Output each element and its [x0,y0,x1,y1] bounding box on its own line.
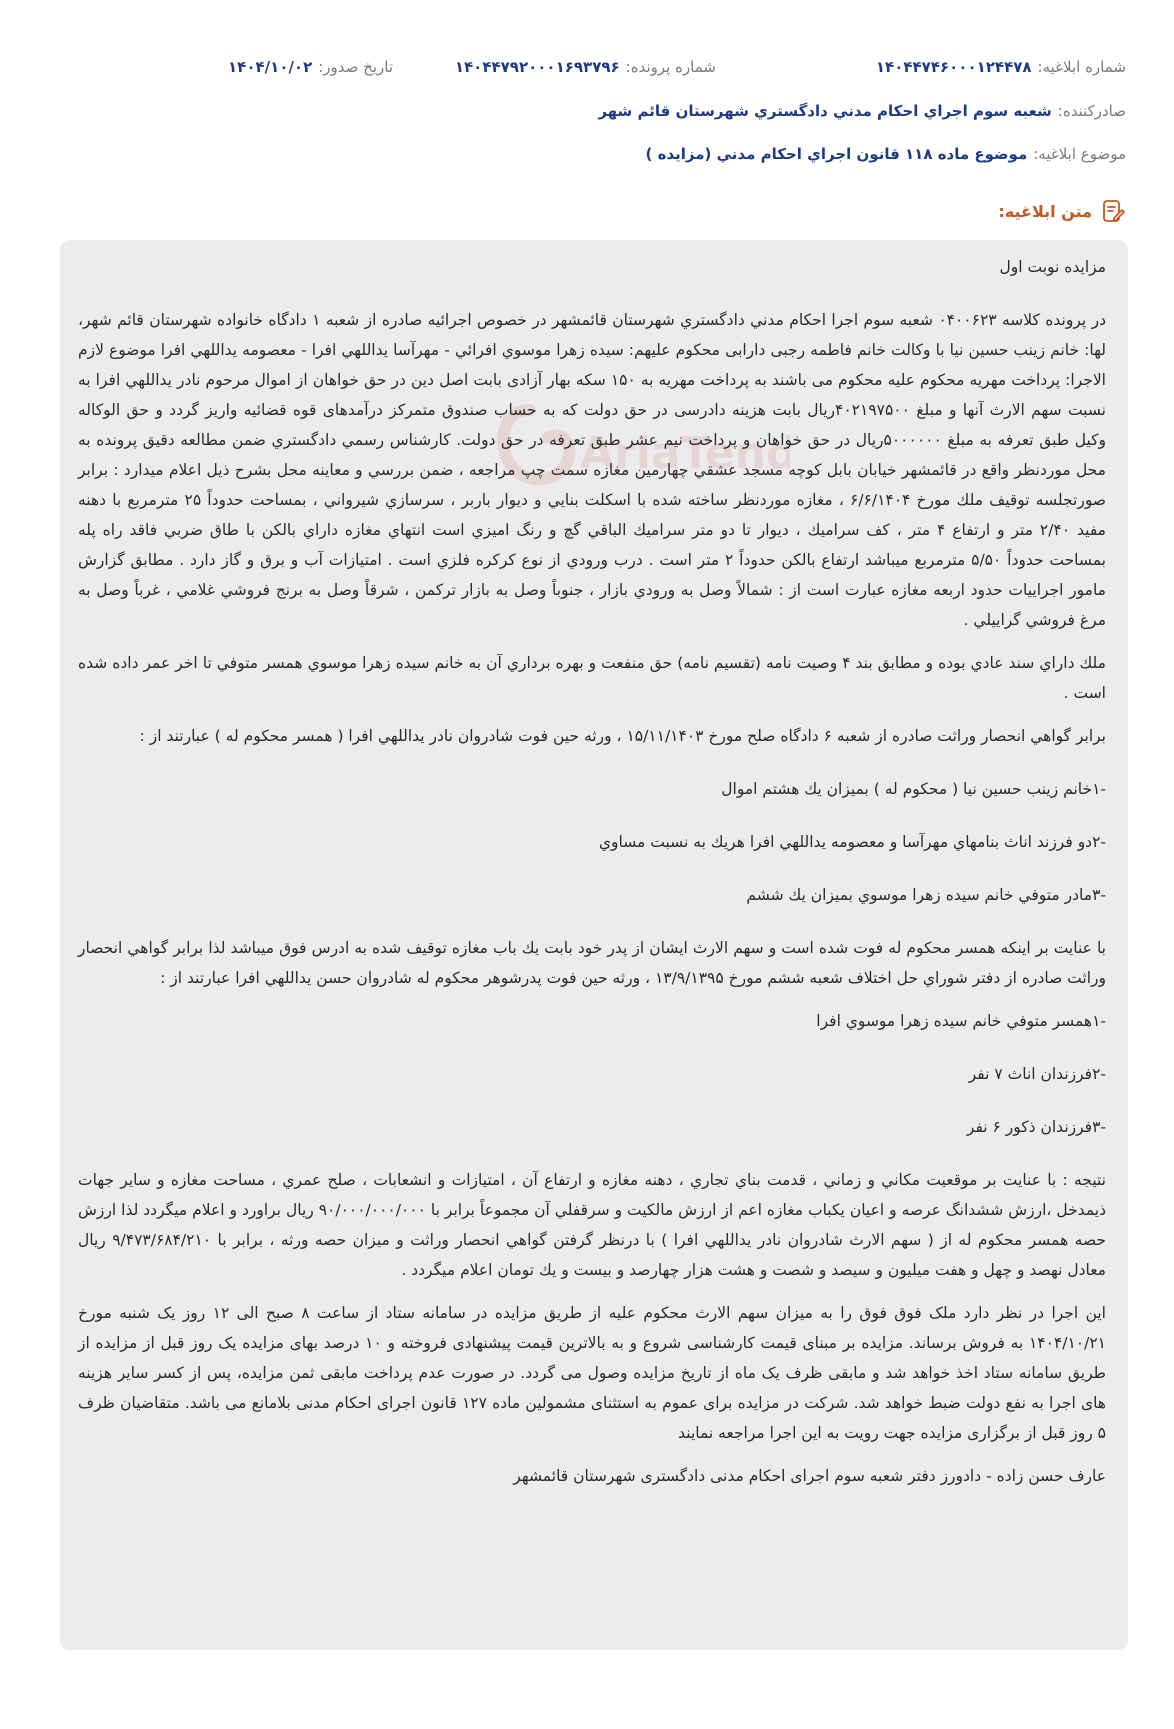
notice-text-title: متن ابلاغیه: [998,201,1092,221]
issue-date [228,58,393,76]
issue-date-value: ۱۴۰۴/۱۰/۰۲ [228,58,313,76]
issuer-row [48,96,1126,126]
document-edit-icon [1100,198,1126,224]
notice-number [876,58,1126,76]
notice-number-value: ۱۴۰۴۴۷۴۶۰۰۰۱۲۴۴۷۸ [875,58,1032,76]
notice-number-label: شماره ابلاغیه: [1037,58,1126,76]
list-item-heir-5: -۲فرزندان اناث ۷ نفر [968,1065,1106,1083]
paragraph-inheritance-1: برابر گواهي انحصار وراثت صادره از شعبه ۶ دادگاه صلح مورخ ۱۵/۱۱/۱۴۰۳ ، ورثه حين فوت شادروان نادر يداللهي افرا ( همسر محكوم له ) عبارتند از : [139,727,1106,745]
issuer-label: صادرکننده: [1057,102,1126,120]
paragraph-case-details: در پرونده كلاسه ۰۴۰۰۶۲۳ شعبه سوم اجرا احكام مدني دادگستري شهرستان قائمشهر در خصوص اجرائيه صادره از شعبه ۱ دادگاه خانواده شهرستان قائم شهر، لها: خانم زينب حسين نيا با وكالت خانم فاطمه رجبی دارابی محكوم عليهم: سيده زهرا موسوي افرائي - مهرآسا يداللهي افرا - معصومه يداللهي افرا موضوع لازم الاجرا: پرداخت مهريه محكوم عليه محكوم می باشند به پرداخت مهريه به ۱۵۰ سكه بهار آزادی بابت اصل دين در حق خواهان از اموال مرحوم نادر يداللهي افرا به نسبت سهم الارث آنها و مبلغ ۴۰۲۱۹۷۵۰۰ريال بابت هزينه دادرسی در حق دولت كه به حساب صندوق متمركز درآمدهای قوه قضائيه واريز گردد و حق الوكاله وكيل طبق تعرفه به مبلغ ۵۰۰۰۰۰۰ريال در حق خواهان و پرداخت نيم عشر طبق تعرفه در حق دولت. كارشناس رسمي دادگستري ضمن مطالعه دقيق پرونده به محل موردنظر واقع در قائمشهر خيابان بابل كوچه مسجد عشقي چهارمين مغازه سمت چپ مراجعه ، ضمن بررسي و معاينه محل بشرح ذيل اعلام ميدارد : برابر صورتجلسه توقيف ملك مورخ ۶/۶/۱۴۰۴ ، مغازه موردنظر ساخته شده با اسكلت بنايي و ديوار باربر ، سرسازي شيرواني ، بمساحت حدوداً ۲۵ مترمربع با دهنه مفيد ۲/۴۰ متر و ارتفاع ۴ متر ، كف سراميك ، ديوار تا دو متر سراميك الباقي گچ و رنگ اميزي است انتهاي مغازه داراي بالكن با طاق ضربي فاقد راه پله بمساحت حدوداً ۵/۵۰ مترمربع ميباشد ارتفاع بالكن حدوداً ۲ متر است . درب ورودي از نوع كركره فلزي است . امتيازات آب و برق و گاز دارد . مطابق گزارش مامور اجراييات حدود اربعه مغازه عبارت است از : شمالاً وصل به ورودي بازار ، جنوباً وصل به بازار تركمن ، شرقاً وصل به برنج فروشي غلامي ، غرباً وصل به مرغ فروشي گراييلي . [78,311,1106,629]
list-item-heir-6: -۳فرزندان ذكور ۶ نفر [966,1118,1106,1136]
case-number-label: شماره پرونده: [625,58,716,76]
paragraph-deed: ملك داراي سند عادي بوده و مطابق بند ۴ وصيت نامه (تقسيم نامه) حق منفعت و بهره برداري آن به خانم سيده زهرا موسوي همسر متوفي تا اخر عمر داده شده است . [78,654,1106,702]
subject-row [48,139,1126,169]
paragraph-auction-terms: اين اجرا در نظر دارد ملک فوق فوق را به ميزان سهم الارث محکوم عليه از طريق مزايده در سامانه ستاد از ساعت ۸ صبح الی ۱۲ روز يک شنبه مورخ ۱۴۰۴/۱۰/۲۱ به فروش برساند. مزايده بر مبنای قيمت کارشناسی شروع و به بالاترين قيمت پيشنهادی فروخته و ۱۰ درصد بهای مزايده يک روز قبل از مزايده از طريق سامانه ستاد اخذ خواهد شد و مابقی ظرف يک ماه از تاريخ مزايده وصول می گردد. در صورت عدم پرداخت مابقی ثمن مزايده، پس از کسر ساير هزينه های اجرا به نفع دولت ضبط خواهد شد. شرکت در مزايده برای عموم به استثنای مشمولين ماده ۱۲۷ قانون اجرای احکام مدنی بلامانع می باشد. متقاضيان ظرف ۵ روز قبل از برگزاری مزايده جهت رويت به اين اجرا مراجعه نمايند [78,1304,1106,1442]
paragraph-signature: عارف حسن زاده - دادورز دفتر شعبه سوم اجرای احکام مدنی دادگستری شهرستان قائمشهر [513,1467,1106,1485]
list-item-heir-3: -۳مادر متوفي خانم سيده زهرا موسوي بميزان يك ششم [746,886,1106,904]
list-item-heir-4: -۱همسر متوفي خانم سيده زهرا موسوي افرا [816,1012,1106,1030]
subject-label: موضوع ابلاغیه: [1033,145,1126,163]
notice-body [60,240,1128,1650]
paragraph-inheritance-2: با عنايت بر اينكه همسر محكوم له فوت شده است و سهم الارث ايشان از پدر خود بابت يك باب مغازه توقيف شده به ادرس فوق ميباشد لذا برابر گواهي انحصار وراثت صادره از دفتر شوراي حل اختلاف شعبه ششم مورخ ۱۳/۹/۱۳۹۵ ، ورثه حين فوت پدرشوهر محكوم له شادروان حسن يداللهي افرا عبارتند از : [78,939,1106,987]
paragraph-title: مزايده نوبت اول [999,258,1106,276]
case-number-value: ۱۴۰۴۴۷۹۲۰۰۰۱۶۹۳۷۹۶ [454,58,620,76]
notice-text-heading [998,196,1126,226]
list-item-heir-2: -۲دو فرزند اناث بنامهاي مهرآسا و معصومه يداللهي افرا هريك به نسبت مساوي [598,833,1106,851]
paragraph-valuation: نتيجه : با عنايت بر موقعيت مكاني و زماني ، قدمت بناي تجاري ، دهنه مغازه و ارتفاع آن ، امتيازات و انشعابات ، صلح عمري ، مساحت مغازه و ساير جهات ذيمدخل ،ارزش ششدانگ عرصه و اعيان يكباب مغازه اعم از ارزش مالكيت و سرقفلي آن مجموعاً برابر با ۹۰/۰۰۰/۰۰۰/۰۰۰ ريال براورد و اعلام ميگردد لذا ارزش حصه همسر محكوم له از ( سهم الارث شادروان نادر يداللهي افرا ) با درنظر گرفتن گواهي انحصار وراثت و ميزان حصه ورثه ، برابر با ۹/۴۷۳/۶۸۴/۲۱۰ ريال معادل نهصد و چهل و هفت ميليون و سيصد و شصت و هشت هزار چهارصد و بيست و يك تومان اعلام ميگردد . [78,1171,1106,1279]
issuer-value: شعبه سوم اجراي احكام مدني دادگستري شهرستان قائم شهر [598,102,1052,120]
subject-value: موضوع ماده ۱۱۸ قانون اجراي احكام مدني (مزايده ) [645,145,1028,163]
issue-date-label: تاریخ صدور: [318,58,393,76]
case-number [455,58,716,76]
watermark-text: AriaTend [580,428,790,479]
list-item-heir-1: -۱خانم زينب حسين نيا ( محكوم له ) بميزان يك هشتم اموال [721,780,1106,798]
header-meta-row [48,52,1126,82]
